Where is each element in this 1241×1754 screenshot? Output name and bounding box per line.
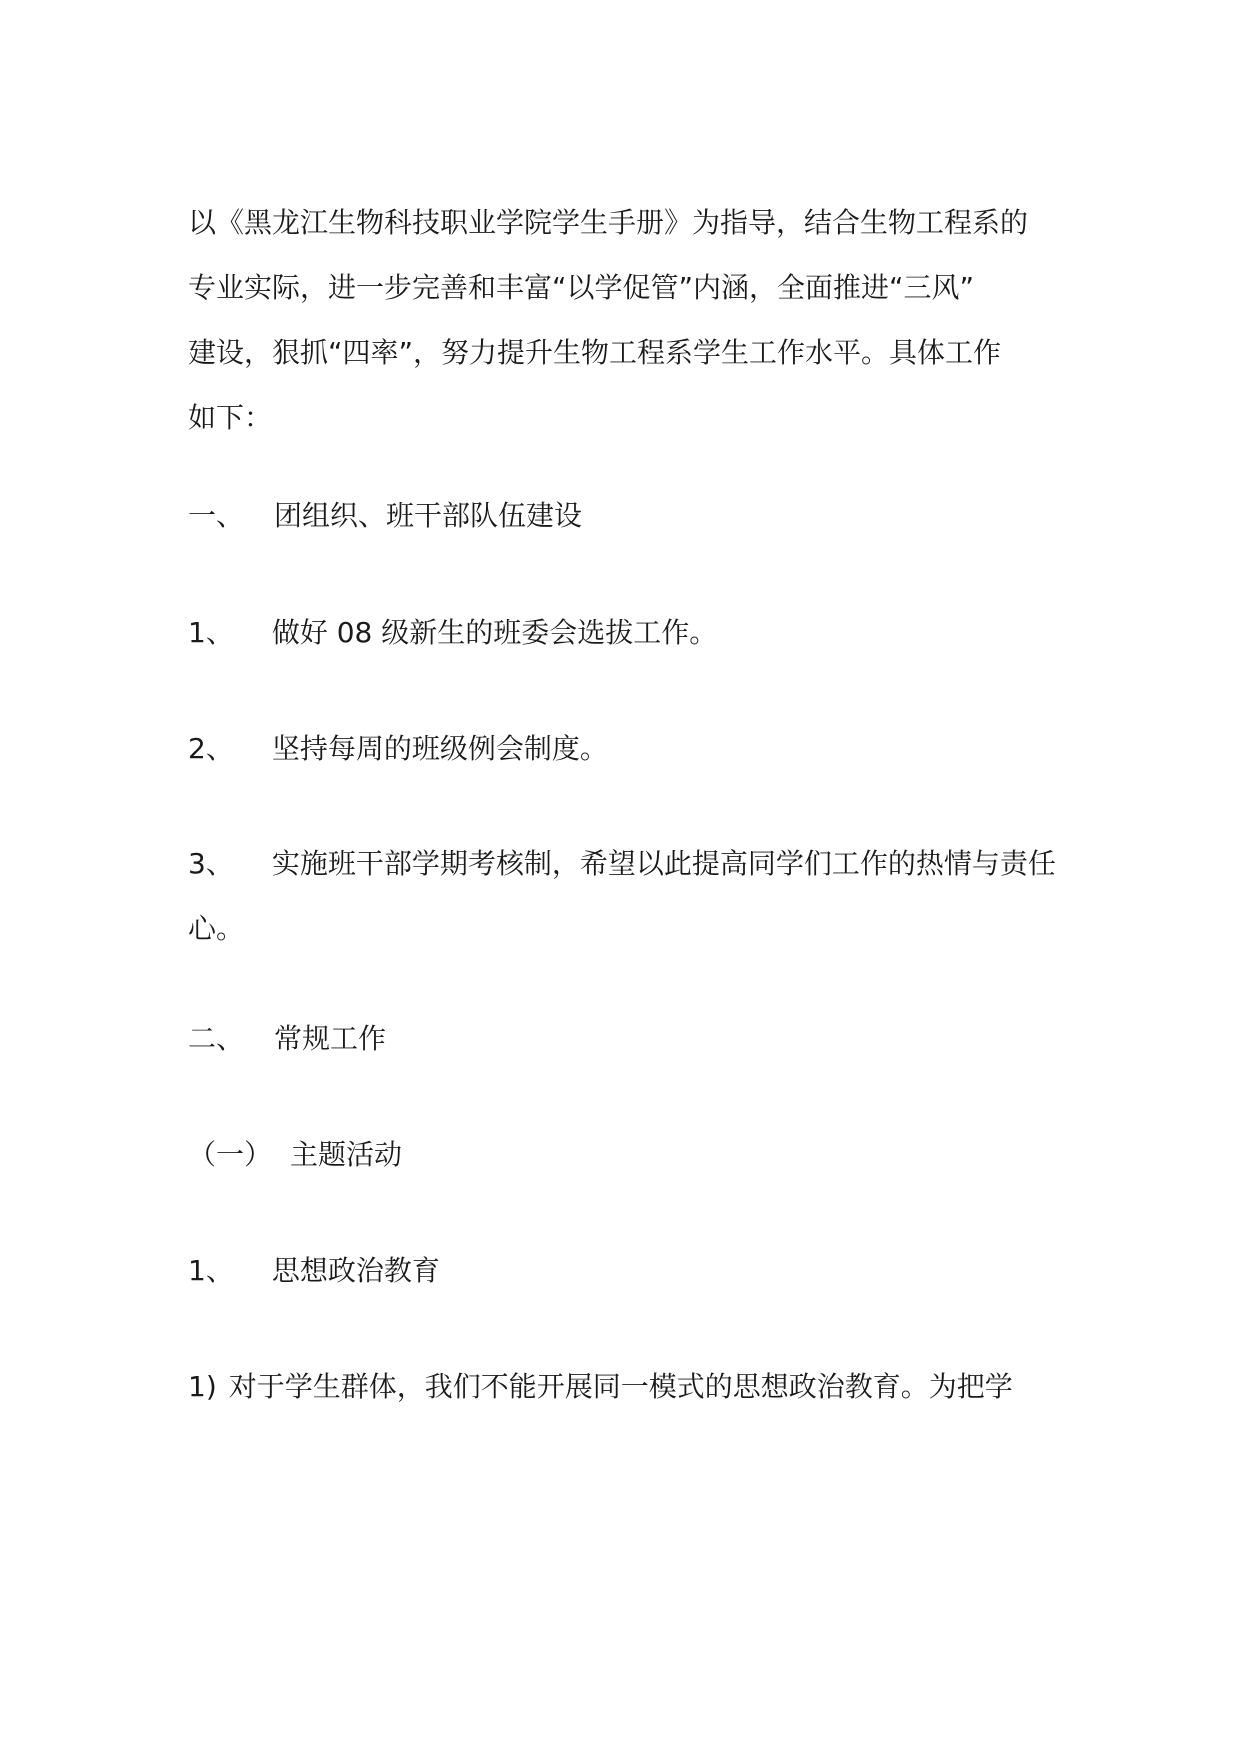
section-title: 团组织、班干部队伍建设: [274, 499, 583, 532]
list-item-3: [188, 831, 1068, 961]
section-heading-2: [188, 1006, 1068, 1071]
intro-line-2: 专业实际，进一步完善和丰富“以学促管”内涵，全面推进“三风”: [188, 271, 975, 304]
item-marker: 3、: [188, 847, 234, 880]
intro-line-3: 建设，狠抓“四率”，努力提升生物工程系学生工作水平。具体工作: [188, 336, 1002, 369]
section-title: 常规工作: [274, 1022, 387, 1055]
list-item-sub-1-1: [188, 1354, 1068, 1419]
section-heading-1: [188, 483, 1068, 548]
intro-line-1: 以《黑龙江生物科技职业学院学生手册》为指导，结合生物工程系的: [188, 206, 1029, 239]
list-item-2: [188, 716, 1068, 781]
item-text: 做好 08 级新生的班委会选拔工作。: [271, 616, 718, 649]
item-text: 思想政治教育: [271, 1254, 440, 1287]
item-text: 实施班干部学期考核制，希望以此提高同学们工作的热情与责任: [271, 847, 1056, 880]
item-marker: 1、: [188, 616, 234, 649]
subsection-heading-1: [188, 1122, 1068, 1187]
item-marker: 1、: [188, 1254, 234, 1287]
subsection-title: 主题活动: [290, 1138, 403, 1171]
intro-paragraph: [188, 190, 1068, 450]
item-text: 坚持每周的班级例会制度。: [271, 732, 608, 765]
item-marker: 2、: [188, 732, 234, 765]
subsection-marker: （一）: [188, 1138, 273, 1171]
intro-line-4: 如下：: [188, 401, 273, 434]
list-item-sub-1: [188, 1238, 1068, 1303]
item-text: 对于学生群体，我们不能开展同一模式的思想政治教育。为把学: [228, 1370, 1013, 1403]
item-continuation: 心。: [188, 912, 245, 945]
section-marker: 一、: [188, 499, 245, 532]
list-item-1: [188, 600, 1068, 665]
section-marker: 二、: [188, 1022, 245, 1055]
item-marker: 1): [188, 1370, 217, 1403]
